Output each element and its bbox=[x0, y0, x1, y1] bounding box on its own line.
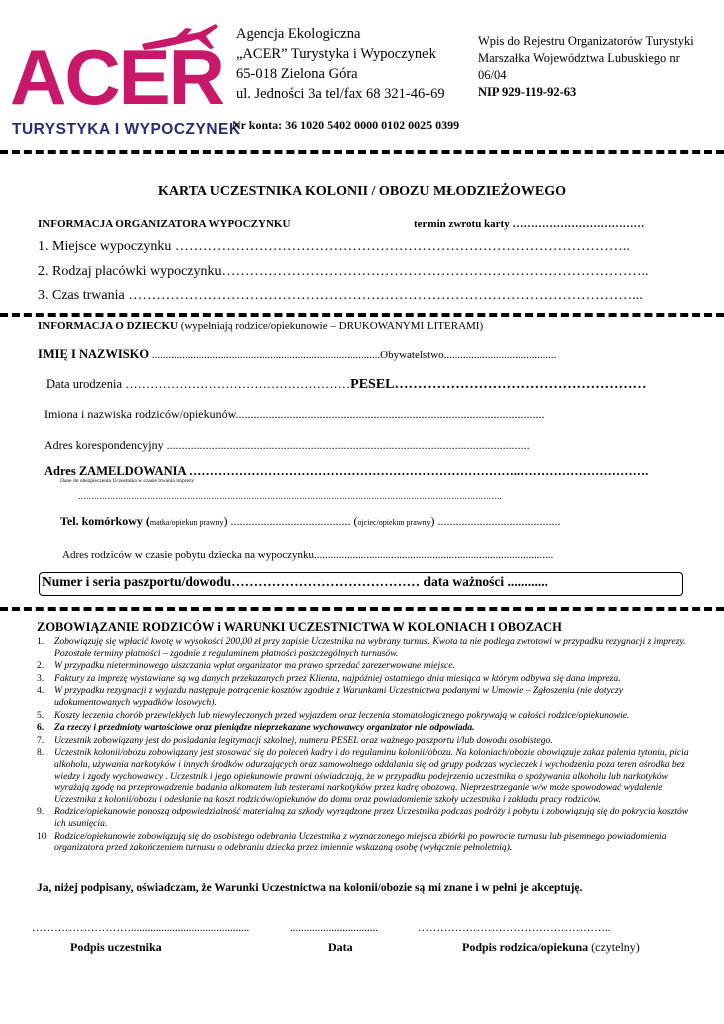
list-item bbox=[37, 636, 691, 659]
item-number: 9. bbox=[37, 806, 45, 818]
list-item bbox=[37, 747, 691, 805]
signature-parent-title: Podpis rodzica/opiekuna bbox=[462, 940, 589, 954]
phone-note-father: ojciec/opiekun prawny bbox=[357, 518, 431, 527]
item-text: W przypadku rezygnacji z wyjazdu następuje potrącenie kosztów zgodnie z Warunkami Uczestnictwa podanymi w Umowie – Zgłoszeniu (nie dotyczy udokumentowanych wypadków losowych). bbox=[54, 685, 623, 708]
birth-date-label: Data urodzenia ……………………………………………… bbox=[46, 377, 351, 391]
item-text: W przypadku nieterminowego uiszczania wpłat organizator ma prawo sprzedać zarezerwowane miejsce. bbox=[54, 660, 455, 672]
organizer-line: ul. Jedności 3a tel/fax 68 321-46-69 bbox=[236, 86, 445, 102]
duration-field[interactable]: 3. Czas trwania ………………………………………………………………………………………………... bbox=[38, 288, 643, 303]
item-text: Rodzice/opiekunowie ponoszą odpowiedzialność materialną za szkody wyrządzone przez Uczestnika podczas podróży i pobytu i zobowiązują się do pokrycia kosztów ich usunięcia. bbox=[54, 806, 689, 829]
list-item bbox=[37, 685, 691, 708]
list-item bbox=[37, 831, 691, 854]
phone-end: ) ......................................... bbox=[430, 514, 561, 528]
birth-date-field[interactable] bbox=[46, 377, 647, 393]
bank-account: Nr konta: 36 1020 5402 0000 0102 0025 0399 bbox=[232, 118, 460, 132]
item-text: Zobowiązuję się wpłacić kwotę w wysokości 200,00 zł przy zapisie Uczestnika na wybrany turnus. Kwota ta nie podlega zwrotowi w przypadku rezygnacji z imprezy. Pozostałe terminy płatności – zgodnie z regulaminem płatności poszczególnych turnusów. bbox=[54, 636, 686, 659]
registered-address-field[interactable]: Adres ZAMELDOWANIA ……………………………………………………………………..…………………………. bbox=[44, 464, 649, 478]
organizer-line: 65-018 Zielona Góra bbox=[236, 66, 358, 82]
nip-number: NIP 929-119-92-63 bbox=[478, 85, 577, 99]
list-item bbox=[37, 735, 691, 747]
signature-date-label: Data bbox=[328, 940, 353, 954]
signature-parent-label bbox=[462, 940, 640, 955]
item-text: Za rzeczy i przedmioty wartościowe oraz pieniądze nieprzekazane wychowawcy organizator nie odpowiada. bbox=[54, 722, 475, 734]
registered-address-note: Dane do ubezpieczenia Uczestnika w czasie trwania imprezy bbox=[60, 478, 195, 484]
item-number: 2. bbox=[37, 660, 45, 672]
name-label: IMIĘ I NAZWISKO bbox=[38, 347, 150, 361]
item-text: Rodzice/opiekunowie zobowiązują się do osobistego odebrania Uczestnika z wyznaczonego miejsca zbiórki po powrocie turnusu lub pisemnego powiadomienia organizatora przed zakończeniem turnusu o odebraniu dziecka przez imiennie wskazaną osobę (wyłącznie pełnoletnią). bbox=[54, 830, 667, 854]
phone-field[interactable] bbox=[60, 514, 561, 529]
child-info-header bbox=[38, 320, 483, 332]
divider bbox=[0, 150, 724, 154]
page-title: KARTA UCZESTNIKA KOLONII / OBOZU MŁODZIEŻOWEGO bbox=[157, 184, 567, 199]
facility-type-field[interactable]: 2. Rodzaj placówki wypoczynku……………………………………………………………………………….. bbox=[38, 264, 649, 279]
child-info-note: (wypełniają rodzice/opiekunowie – DRUKOWANYMI LITERAMI) bbox=[180, 320, 484, 332]
registry-info bbox=[478, 33, 694, 101]
phone-note-mother: matka/opiekun prawny bbox=[149, 518, 224, 527]
child-info-title: INFORMACJA O DZIECKU bbox=[38, 320, 178, 332]
parents-field[interactable]: Imiona i nazwiska rodziców/opiekunów....................................................................................................... bbox=[44, 407, 545, 421]
item-text: Koszty leczenia chorób przewlekłych lub niewyleczonych przed wyjazdem oraz leczenia stomatologicznego pokrywają w całości rodzice/opiekunowie. bbox=[54, 709, 630, 721]
signature-parent-line[interactable]: …………………………………………….. bbox=[418, 922, 611, 934]
item-number: 6. bbox=[37, 722, 45, 734]
item-number: 7. bbox=[37, 734, 45, 746]
registry-line: 06/04 bbox=[478, 68, 507, 82]
item-number: 10 bbox=[37, 830, 47, 842]
place-field[interactable]: 1. Miejsce wypoczynku …………………………………………………………………………………….. bbox=[38, 239, 630, 254]
list-item bbox=[37, 710, 691, 722]
logo-wordmark: ACER bbox=[10, 33, 224, 121]
return-term-field[interactable]: termin zwrotu karty ……………………………… bbox=[414, 218, 645, 230]
item-text: Faktury za imprezę wystawiane są wg danych przekazanych przez Klienta, najpóźniej ostatniego dnia miesiąca w którym odbywa się dana impreza. bbox=[54, 672, 621, 684]
registry-line: Marszałka Województwa Lubuskiego nr bbox=[478, 51, 680, 65]
item-number: 1. bbox=[37, 636, 45, 647]
stay-address-field[interactable]: Adres rodziców w czasie pobytu dziecka na wypoczynku....................................................................................... bbox=[62, 549, 554, 561]
name-field[interactable] bbox=[38, 347, 556, 362]
declaration: Ja, niżej podpisany, oświadczam, że Warunki Uczestnictwa na kolonii/obozie są mi znane i w pełni je akceptuję. bbox=[37, 882, 583, 894]
divider bbox=[0, 607, 724, 611]
item-text: Uczestnik zobowiązany jest do posiadania legitymacji szkolnej, numeru PESEL oraz ważnego paszportu i/lub dowodu osobistego. bbox=[54, 734, 553, 746]
name-dots: ...................................................................................Obywatelstwo......................................... bbox=[151, 349, 557, 361]
signature-date-line[interactable]: ................................ bbox=[290, 922, 378, 934]
organizer-address bbox=[236, 24, 445, 104]
item-number: 4. bbox=[37, 685, 45, 697]
obligations-title: ZOBOWIĄZANIE RODZICÓW i WARUNKI UCZESTNICTWA W KOLONIACH I OBOZACH bbox=[37, 620, 562, 634]
organizer-line: „ACER” Turystyka i Wypoczynek bbox=[236, 46, 436, 62]
item-text: Uczestnik kolonii/obozu zobowiązany jest stosować się do poleceń kadry i do regulaminu kolonii/obozu. Na koloniach/obozie obowiązuje zakaz palenia tytoniu, picia alkoholu, używania narkotyków i innych środków odurzających oraz samowolnego oddalania się od grupy podczas wycieczek i wychodzenia poza teren ośrodka bez wiedzy i zgody wychowawcy . Uczestnik i jego opiekunowie prawni oświadczają, że w przypadku podejrzenia uczestnika o spożywania alkoholu lub narkotyków wyrażają zgodę na przeprowadzenie badania alkomatem lub testerami narkotyków przez kadrę obozową. Nieprzestrzeganie w/w może spowodować wydalenie Uczestnika z kolonii/obozu i odesłanie na koszt rodziców/opiekunów do domu oraz powiadomienie szkoły uczestnika i zakładu pracy rodziców. bbox=[54, 747, 689, 805]
phone-mid: ) ........................................ ( bbox=[223, 514, 358, 528]
item-number: 5. bbox=[37, 709, 45, 721]
pesel-label: PESEL……………………………………………… bbox=[350, 377, 647, 392]
registered-address-extra-line[interactable]: …………………………………………………………………………………………………………………………………………… bbox=[78, 492, 502, 501]
signature-participant-line[interactable]: ………………………........................................... bbox=[32, 922, 250, 934]
logo-tagline: TURYSTYKA I WYPOCZYNEK bbox=[12, 121, 241, 138]
divider bbox=[0, 313, 724, 317]
signature-participant-label: Podpis uczestnika bbox=[70, 940, 162, 954]
list-item bbox=[37, 673, 691, 685]
organizer-line: Agencja Ekologiczna bbox=[236, 26, 361, 42]
signature-parent-note: (czytelny) bbox=[591, 940, 640, 954]
list-item bbox=[37, 806, 691, 829]
address-field[interactable]: Adres korespondencyjny ......................................................................................................................... bbox=[44, 438, 530, 452]
item-number: 3. bbox=[37, 672, 45, 684]
item-number: 8. bbox=[37, 747, 45, 759]
passport-field[interactable]: Numer i seria paszportu/dowodu…………………………………… data ważności ............ bbox=[42, 574, 549, 589]
registry-line: Wpis do Rejestru Organizatorów Turystyki bbox=[478, 34, 694, 48]
obligations-list bbox=[37, 636, 691, 855]
phone-label: Tel. komórkowy ( bbox=[60, 514, 150, 528]
list-item bbox=[37, 660, 691, 672]
org-info-header: INFORMACJA ORGANIZATORA WYPOCZYNKU bbox=[38, 218, 291, 230]
list-item bbox=[37, 722, 691, 734]
